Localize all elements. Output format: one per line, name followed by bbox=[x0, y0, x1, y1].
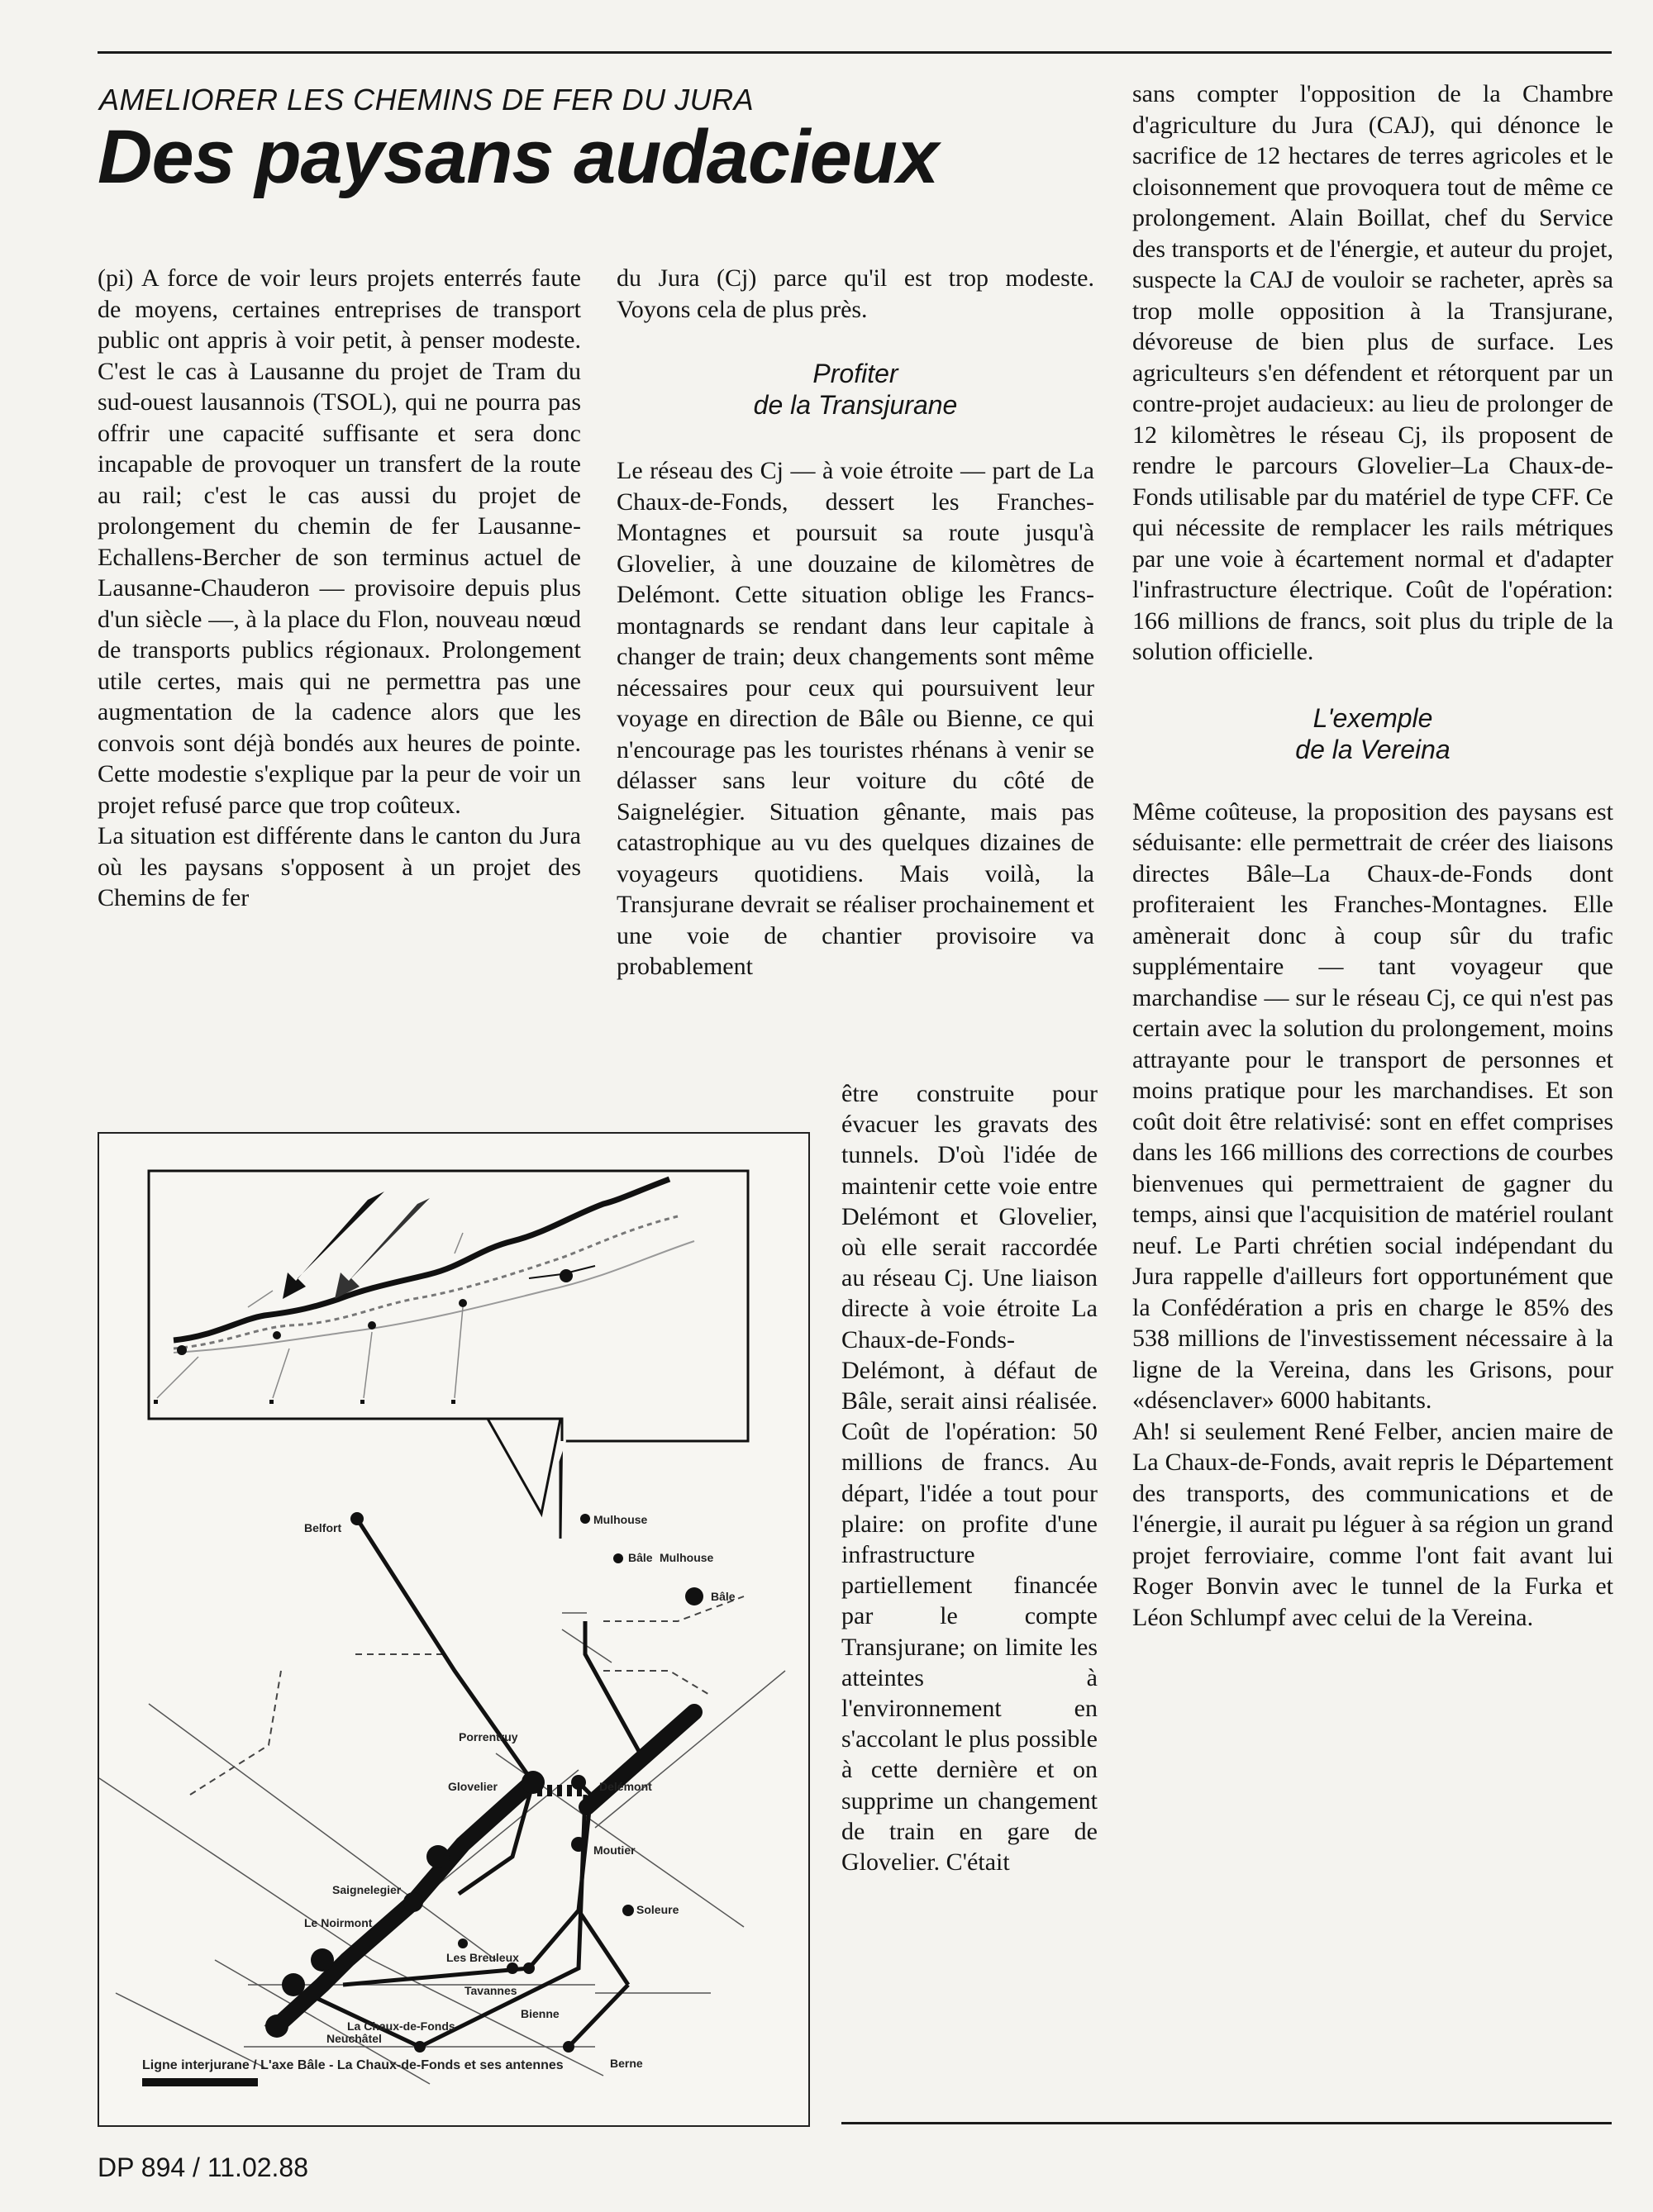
border-dashed bbox=[190, 1596, 744, 1795]
col1-paragraph-1: (pi) A force de voir leurs projets enterrés faute de moyens, certaines entreprises de transport public ont appris à voir petit, à penser modeste. C'est le cas à Lausanne du projet de Tram du sud-ouest lausannois (TSOL), qui ne pourra pas offrir une capacité suffisante et sera donc incapable de provoquer un transfert de la route au rail; c'est le cas aussi du projet de prolongement du chemin de fer Lausanne-Echallens-Bercher de son terminus actuel de Lausanne-Chauderon — provisoire depuis plus d'un siècle —, à la place du Flon, nouveau nœud de transports publics régionaux. Prolongement utile certes, mais qui ne permettra pas une augmentation de la cadence alors que les convois sont déjà bondés aux heures de pointe. Cette modestie s'explique par la peur de voir un projet refusé parce que trop coûteux. bbox=[98, 264, 581, 819]
label-tavannes: Tavannes bbox=[464, 1984, 517, 1997]
subheading-vereina bbox=[1132, 702, 1613, 765]
col1-paragraph-2: La situation est différente dans le canton du Jura où les paysans s'opposent à un projet des Chemins de fer bbox=[98, 822, 581, 911]
column-2 bbox=[617, 263, 1094, 982]
railway-map-svg bbox=[99, 1134, 808, 2125]
inset-pointer-fill bbox=[488, 1423, 566, 1514]
column-3 bbox=[1132, 78, 1613, 1633]
label-glovelier: Glovelier bbox=[448, 1780, 498, 1793]
col2-paragraph-1: du Jura (Cj) parce qu'il est trop modeste. Voyons cela de plus près. bbox=[617, 264, 1094, 323]
label-bale: Bâle bbox=[711, 1590, 736, 1603]
label-soleure: Soleure bbox=[636, 1903, 679, 1916]
column-2-continuation bbox=[841, 1078, 1098, 1877]
subheading-line: de la Transjurane bbox=[753, 390, 958, 420]
subheading-line: L'exemple bbox=[1312, 702, 1433, 733]
col2-paragraph-2-cont: être construite pour évacuer les gravats des tunnels. D'où l'idée de maintenir cette voie entre Delémont et Glovelier, où elle serait raccordée au réseau Cj. Une liaison directe à voie étroite La Chaux-de-Fonds-Delémont, à défaut de Bâle, serait ainsi réalisée. Coût de l'opération: 50 millions de francs. Au départ, l'idée a tout pour plaire: on profite d'une infrastructure partiellement financée par le compte Transjurane; on limite les atteintes à l'environnement en s'accolant le plus possible à cette dernière et on supprime un changement de train en gare de Glovelier. C'était bbox=[841, 1080, 1098, 1877]
label-belfort: Belfort bbox=[304, 1521, 342, 1534]
label-la-chaux-de-fonds: La Chaux-de-Fonds bbox=[347, 2019, 455, 2033]
label-mulhouse: Mulhouse bbox=[593, 1513, 648, 1526]
label-neuchatel: Neuchâtel bbox=[326, 2032, 382, 2045]
bottom-rule bbox=[841, 2122, 1612, 2124]
label-moutier: Moutier bbox=[593, 1843, 636, 1857]
col3-paragraph-1: sans compter l'opposition de la Chambre d'agriculture du Jura (CAJ), qui dénonce le sacrifice de 12 hectares de terres agricoles et le cloisonnement que provoquera tout de même ce prolongement. Alain Boillat, chef du Service des transports et de l'énergie, et auteur du projet, suspecte la CAJ de vouloir se racheter, après sa trop molle opposition à la Transjurane, dévoreuse de bien plus de surface. Les agriculteurs s'en défendent et rétorquent par un contre-projet audacieux: au lieu de prolonger de 12 kilomètres le réseau Cj, ils proposent de rendre le parcours Glovelier–La Chaux-de-Fonds utilisable par du matériel de type CFF. Ce qui nécessite de remplacer les rails métriques par une voie à écartement normal et d'adapter l'infrastructure électrique. Coût de l'opération: 166 millions de francs, soit plus du triple de la solution officielle. bbox=[1132, 80, 1613, 665]
article-headline: Des paysans audacieux bbox=[98, 115, 939, 199]
legend-thick-line-swatch bbox=[142, 2078, 258, 2086]
interjurane-line bbox=[277, 1712, 694, 2026]
map-legend: Ligne interjurane / L'axe Bâle - La Chaux-de-Fonds et ses antennes bbox=[142, 2058, 564, 2072]
col3-paragraph-2: Même coûteuse, la proposition des paysans est séduisante: elle permettrait de créer des liaisons directes Bâle–La Chaux-de-Fonds dont profiteraient les Franches-Montagnes. Elle amènerait donc à coup sûr du trafic supplémentaire — tant voyageur que marchandise — sur le réseau Cj, ce qui n'est pas certain avec la solution du prolongement, moins attrayante pour le transport de personnes et moins pratique pour les marchandises. Et son coût doit être relativisé: sont en effet comprises dans les 166 millions des corrections de courbes bienvenues qui permettraient de gagner du temps, ainsi que l'acquisition de matériel roulant neuf. Le Parti chrétien social indépendant du Jura rappelle d'ailleurs fort opportunément que la Confédération a pris en charge le 85% des 538 millions de l'investissement nécessaire à la ligne de la Vereina, dans les Grisons, pour «désenclaver» 6000 habitants. bbox=[1132, 797, 1613, 1414]
article-kicker: AMELIORER LES CHEMINS DE FER DU JURA bbox=[99, 83, 755, 117]
railway-map bbox=[98, 1132, 810, 2127]
label-delemont: Delémont bbox=[599, 1780, 652, 1793]
label-bale-mulhouse-a: Bâle bbox=[628, 1551, 653, 1564]
col3-paragraph-3: Ah! si seulement René Felber, ancien maire de La Chaux-de-Fonds, avait repris le Département des transports, des communications et de l'énergie, il aurait pu léguer à sa région un grand projet ferroviaire, comme l'ont fait avant lui Roger Bonvin avec le tunnel de la Furka et Léon Schlumpf avec celui de la Vereina. bbox=[1132, 1417, 1613, 1631]
label-porrentruy: Porrentruy bbox=[459, 1730, 518, 1743]
subheading-line: Profiter bbox=[812, 359, 898, 388]
label-les-breuleux: Les Breuleux bbox=[446, 1951, 519, 1964]
label-le-noirmont: Le Noirmont bbox=[304, 1916, 373, 1929]
subheading-transjurane bbox=[617, 358, 1094, 421]
page-footer: DP 894 / 11.02.88 bbox=[98, 2153, 309, 2182]
column-1 bbox=[98, 263, 581, 914]
label-berne: Berne bbox=[610, 2057, 643, 2070]
subheading-line: de la Vereina bbox=[1295, 734, 1451, 764]
label-saignelegier: Saignelegier bbox=[332, 1883, 402, 1896]
col2-paragraph-2: Le réseau des Cj — à voie étroite — part de La Chaux-de-Fonds, dessert les Franches-Montagnes et poursuit sa route jusqu'à Glovelier, à une douzaine de kilomètres de Delémont. Cette situation oblige les Francs-montagnards se rendant dans leur capitale à changer de train; deux changements sont même nécessaires pour ceux qui poursuivent leur voyage en direction de Bâle ou Bienne, ce qui n'encourage pas les touristes rhénans à venir se délasser sans leur voiture du côté de Saignelégier. Situation gênante, mais pas catastrophique au vu des quelques dizaines de voyageurs quotidiens. Mais voilà, la Transjurane devrait se réaliser prochainement et une voie de chantier provisoire va probablement bbox=[617, 457, 1094, 980]
top-rule bbox=[98, 51, 1612, 54]
label-bienne: Bienne bbox=[521, 2007, 560, 2020]
label-bale-mulhouse-b: Mulhouse bbox=[660, 1551, 714, 1564]
